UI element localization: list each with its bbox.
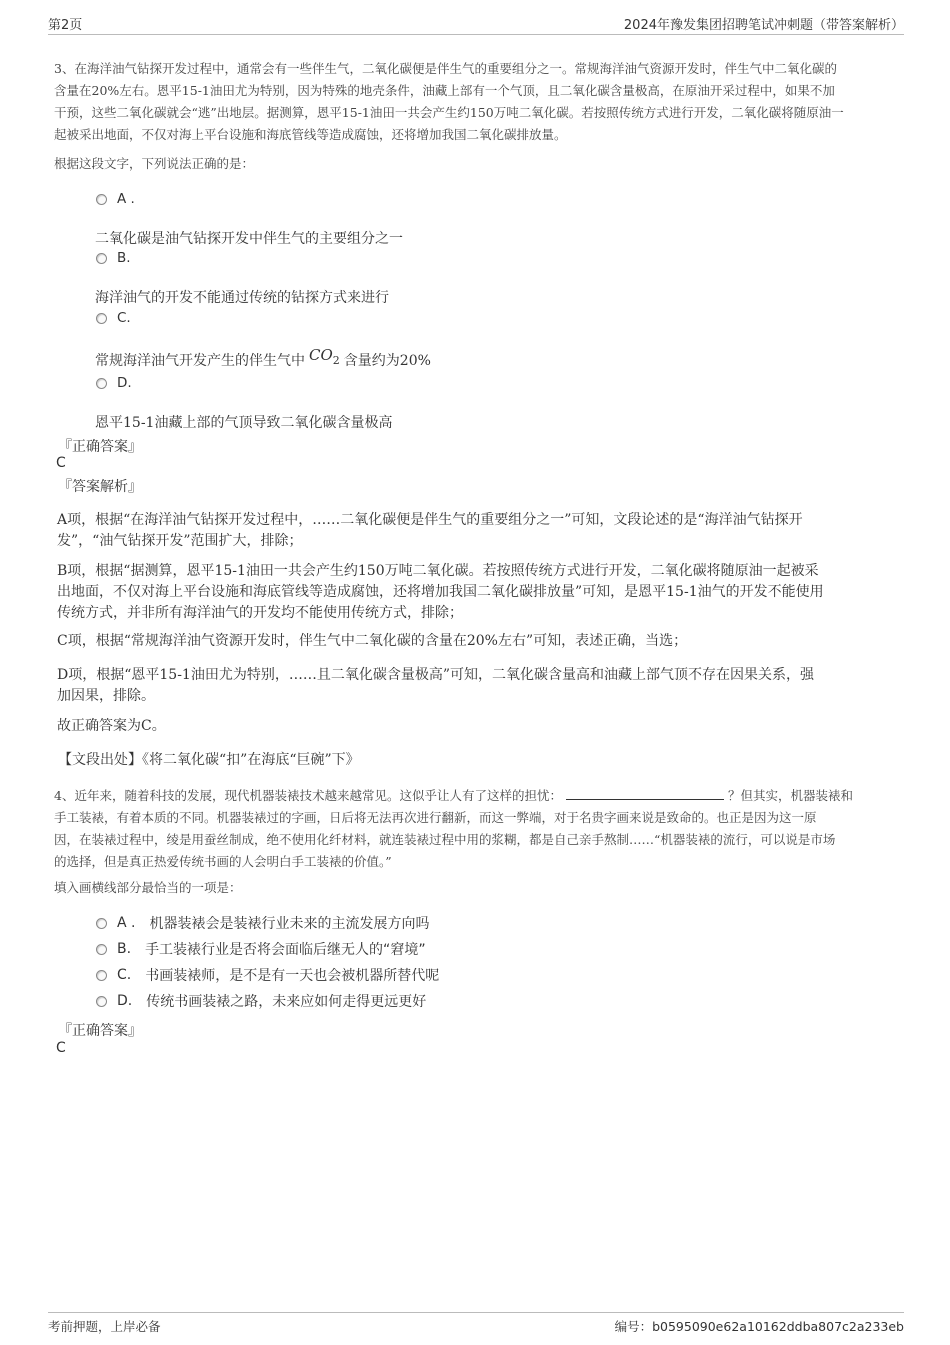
option-text: 手工装裱行业是否将会面临后继无人的“窘境” [145, 942, 426, 958]
q3-passage-line: 含量在20%左右。恩平15-1油田尤为特别，因为特殊的地壳条件，油藏上部有一个气顶，且二氧化碳含量极高，在原油开采过程中，如果不加 [54, 83, 835, 98]
q4-answer-label: 『正确答案』 [58, 1023, 142, 1039]
q3-passage [54, 58, 904, 146]
option-letter: C. [117, 310, 131, 326]
q4-option-b[interactable] [96, 939, 426, 959]
q3-conclusion: 故正确答案为C。 [57, 718, 166, 734]
analysis-line: D项，根据“恩平15-1油田尤为特别，……且二氧化碳含量极高”可知，二氧化碳含量高和油藏上部气顶不存在因果关系，强 [57, 667, 814, 683]
option-text: 机器装裱会是装裱行业未来的主流发展方向吗 [149, 916, 430, 932]
analysis-line: A项，根据“在海洋油气钻探开发过程中，……二氧化碳便是伴生气的重要组分之一”可知，文段论述的是“海洋油气钻探开 [57, 512, 803, 528]
option-letter: C. [117, 967, 132, 983]
q3-analysis-c [57, 631, 897, 652]
q3-option-d-text: 恩平15-1油藏上部的气顶导致二氧化碳含量极高 [95, 415, 393, 431]
q3-option-b-text: 海洋油气的开发不能通过传统的钻探方式来进行 [95, 290, 389, 306]
option-text-before: 常规海洋油气开发产生的伴生气中 [95, 353, 305, 369]
analysis-line: 加因果，排除。 [57, 688, 155, 704]
option-text-after: 含量约为20% [343, 353, 431, 369]
q3-passage-line: 起被采出地面，不仅对海上平台设施和海底管线等造成腐蚀，还将增加我国二氧化碳排放量。 [54, 127, 567, 142]
q3-passage-line: 干预，这些二氧化碳就会“逃”出地层。据测算，恩平15-1油田一共会产生约150万吨二氧化碳。若按照传统方式进行开发，二氧化碳将随原油一 [54, 105, 844, 120]
option-letter: A . [117, 915, 136, 931]
q4-passage-line: 手工装裱，有着本质的不同。机器装裱过的字画，日后将无法再次进行翻新，而这一弊端，对于名贵字画来说是致命的。也正是因为这一原 [54, 810, 817, 825]
q4-answer: C [56, 1040, 66, 1056]
radio-icon[interactable] [96, 194, 107, 205]
option-letter: B. [117, 250, 131, 266]
option-letter: D. [117, 993, 133, 1009]
q3-source: 【文段出处】《将二氧化碳“扣”在海底“巨碗”下》 [58, 752, 360, 768]
radio-icon[interactable] [96, 996, 107, 1007]
radio-icon[interactable] [96, 970, 107, 981]
q3-answer: C [56, 455, 66, 471]
option-letter: A . [117, 191, 135, 207]
q3-passage-line: 3、在海洋油气钻探开发过程中，通常会有一些伴生气，二氧化碳便是伴生气的重要组分之一。常规海洋油气资源开发时，伴生气中二氧化碳的 [54, 61, 837, 76]
option-text: 传统书画装裱之路，未来应如何走得更远更好 [146, 994, 427, 1010]
q3-option-a-text: 二氧化碳是油气钻探开发中伴生气的主要组分之一 [95, 231, 403, 247]
analysis-line: 出地面，不仅对海上平台设施和海底管线等造成腐蚀，还将增加我国二氧化碳排放量”可知，是恩平15-1油气的开发不能使用 [57, 584, 824, 600]
q4-line1-after: ？但其实，机器装裱和 [727, 788, 853, 803]
q4-passage-line-1 [54, 785, 904, 807]
option-letter: B. [117, 941, 132, 957]
q3-option-c-text [95, 346, 431, 372]
analysis-line: C项，根据“常规海洋油气资源开发时，伴生气中二氧化碳的含量在20%左右”可知，表述正确，当选； [57, 633, 688, 649]
q4-line1-before: 4、近年来，随着科技的发展，现代机器装裱技术越来越常见。这似乎让人有了这样的担忧： [54, 788, 562, 803]
option-letter: D. [117, 375, 132, 391]
q3-option-c[interactable] [96, 310, 131, 326]
q3-answer-label: 『正确答案』 [58, 439, 142, 455]
co2-formula [309, 346, 340, 367]
q4-option-c[interactable] [96, 965, 439, 985]
q3-option-b[interactable] [96, 250, 131, 266]
q4-passage [54, 785, 904, 873]
q4-question: 填入画横线部分最恰当的一项是： [54, 880, 242, 895]
fill-in-blank[interactable] [566, 787, 724, 800]
q4-option-a[interactable] [96, 913, 429, 933]
q3-analysis-d [57, 665, 897, 707]
q3-question: 根据这段文字，下列说法正确的是： [54, 156, 255, 171]
document-title: 2024年豫发集团招聘笔试冲刺题（带答案解析） [623, 17, 904, 33]
formula-subscript: 2 [332, 354, 340, 367]
radio-icon[interactable] [96, 378, 107, 389]
page-header [48, 12, 904, 35]
option-text: 书画装裱师，是不是有一天也会被机器所替代呢 [145, 968, 440, 984]
radio-icon[interactable] [96, 918, 107, 929]
q4-passage-line: 的选择，但是真正热爱传统书画的人会明白手工装裱的价值。” [54, 854, 392, 869]
q4-option-d[interactable] [96, 991, 426, 1011]
q4-passage-line: 因，在装裱过程中，绫是用蚕丝制成，绝不使用化纤材料，就连装裱过程中用的浆糊，都是自己亲手熬制……“机器装裱的流行，可以说是市场 [54, 832, 836, 847]
q3-option-d[interactable] [96, 375, 132, 391]
q3-analysis-label: 『答案解析』 [58, 479, 142, 495]
footer-slogan: 考前押题，上岸必备 [48, 1319, 161, 1334]
page-number: 第2页 [48, 17, 83, 33]
q3-analysis-b [57, 561, 897, 624]
radio-icon[interactable] [96, 944, 107, 955]
radio-icon[interactable] [96, 253, 107, 264]
analysis-line: 发”，“油气钻探开发”范围扩大，排除； [57, 533, 303, 549]
analysis-line: 传统方式，并非所有海洋油气的开发均不能使用传统方式，排除； [57, 605, 463, 621]
q3-option-a[interactable] [96, 191, 135, 207]
q3-analysis-a [57, 510, 897, 552]
radio-icon[interactable] [96, 313, 107, 324]
document-id: 编号：b0595090e62a10162ddba807c2a233eb [614, 1319, 904, 1334]
page-footer [48, 1312, 904, 1335]
formula-base: CO [309, 346, 333, 364]
analysis-line: B项，根据“据测算，恩平15-1油田一共会产生约150万吨二氧化碳。若按照传统方式进行开发，二氧化碳将随原油一起被采 [57, 563, 819, 579]
